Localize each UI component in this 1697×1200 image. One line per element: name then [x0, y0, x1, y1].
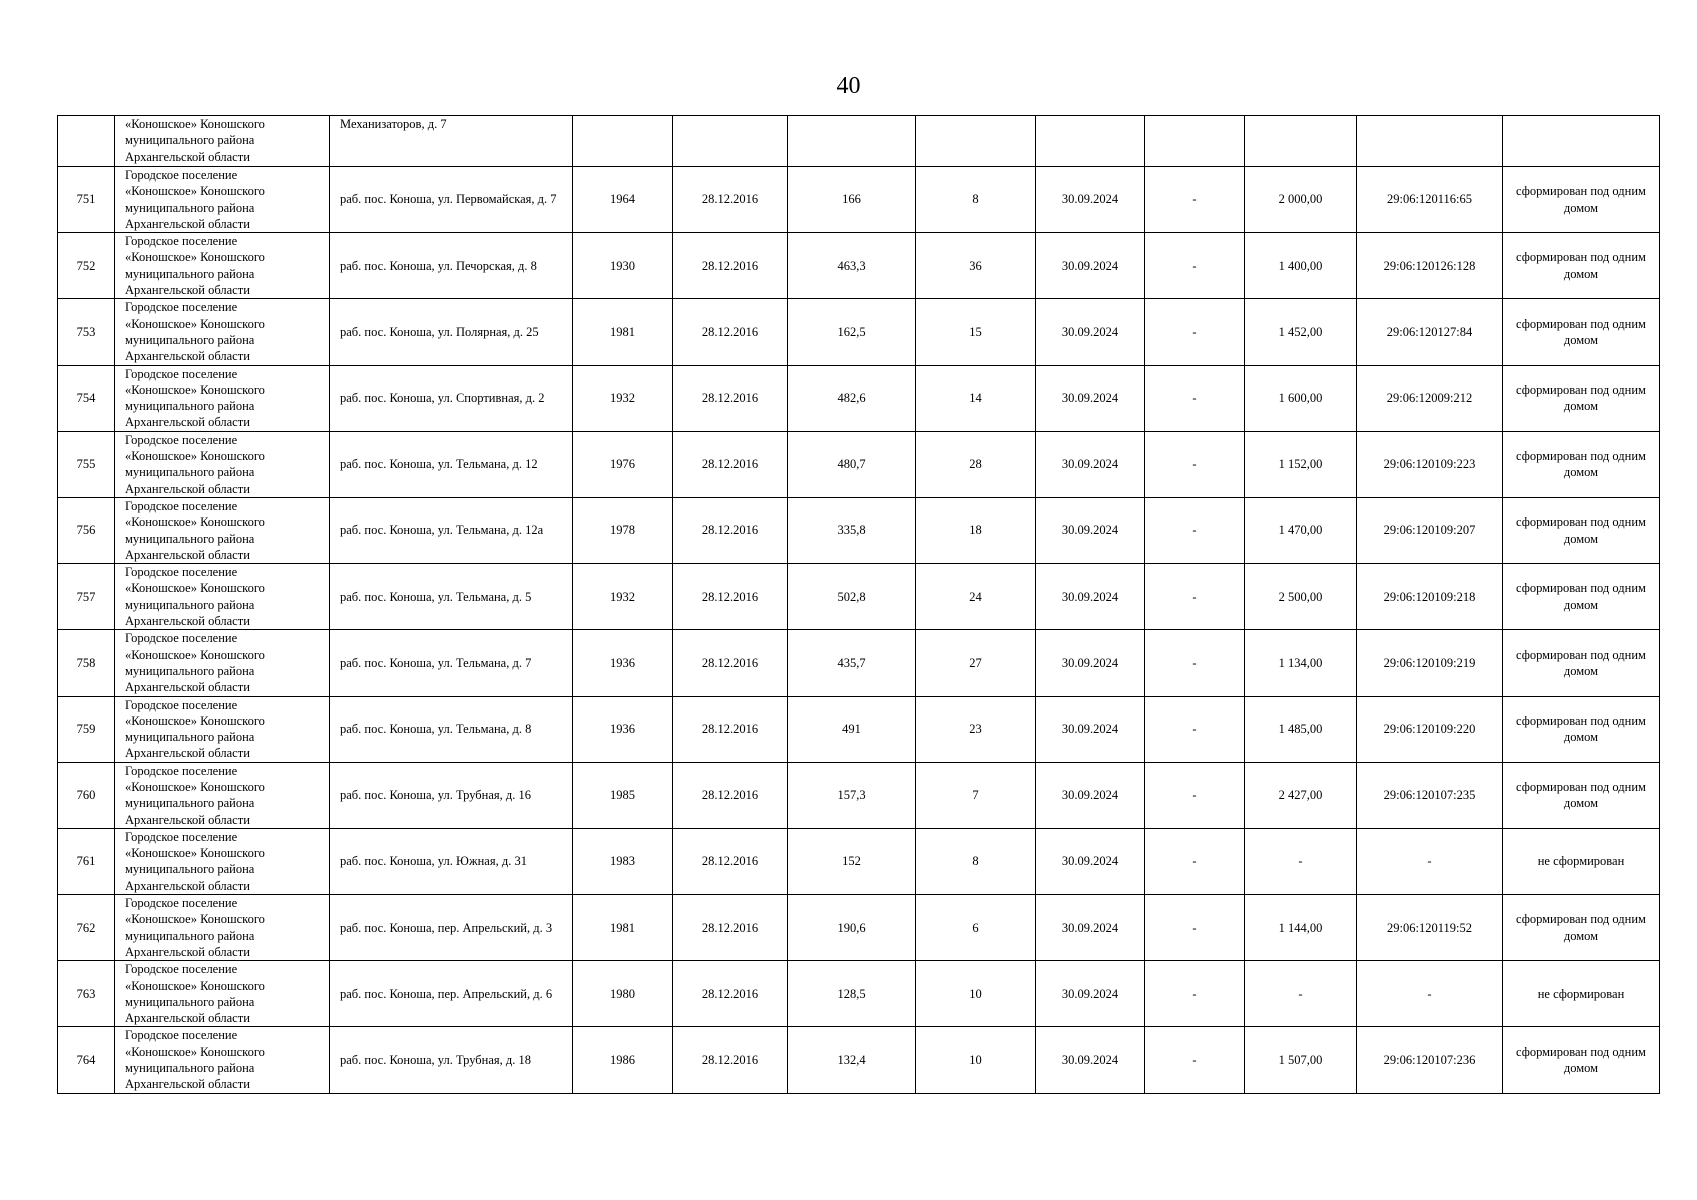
- table-row: [58, 762, 1660, 828]
- cell-area: 128,5: [788, 961, 916, 1027]
- cell-dash: -: [1145, 1027, 1245, 1093]
- cell-cadastral-number: 29:06:120127:84: [1357, 299, 1503, 365]
- cell-address: раб. пос. Коноша, ул. Южная, д. 31: [330, 828, 573, 894]
- table-row: [58, 696, 1660, 762]
- cell-area: 157,3: [788, 762, 916, 828]
- cell-date: 28.12.2016: [673, 1027, 788, 1093]
- cell-land-area: -: [1245, 828, 1357, 894]
- cell-number: 762: [58, 895, 115, 961]
- cell-year: 1986: [573, 1027, 673, 1093]
- table-row: [58, 233, 1660, 299]
- cell-municipality: Городское поселение «Коношское» Коношского муниципального района Архангельской области: [115, 828, 330, 894]
- cell-address: раб. пос. Коноша, пер. Апрельский, д. 3: [330, 895, 573, 961]
- cell-number: 763: [58, 961, 115, 1027]
- cell-residents: 10: [916, 961, 1036, 1027]
- cell-date: [673, 116, 788, 167]
- cell-residents: 10: [916, 1027, 1036, 1093]
- cell-number: 752: [58, 233, 115, 299]
- table-row: [58, 630, 1660, 696]
- cell-deadline: 30.09.2024: [1036, 696, 1145, 762]
- cell-municipality: Городское поселение «Коношское» Коношского муниципального района Архангельской области: [115, 961, 330, 1027]
- cell-number: 755: [58, 431, 115, 497]
- cell-land-status: сформирован под одним домом: [1503, 167, 1660, 233]
- cell-land-area: 1 507,00: [1245, 1027, 1357, 1093]
- cell-cadastral-number: 29:06:120109:223: [1357, 431, 1503, 497]
- cell-municipality: Городское поселение «Коношское» Коношского муниципального района Архангельской области: [115, 696, 330, 762]
- cell-date: 28.12.2016: [673, 167, 788, 233]
- cell-land-status: сформирован под одним домом: [1503, 233, 1660, 299]
- cell-land-status: сформирован под одним домом: [1503, 299, 1660, 365]
- cell-address: раб. пос. Коноша, ул. Полярная, д. 25: [330, 299, 573, 365]
- cell-residents: 18: [916, 497, 1036, 563]
- cell-land-area: 1 485,00: [1245, 696, 1357, 762]
- cell-address: раб. пос. Коноша, ул. Трубная, д. 16: [330, 762, 573, 828]
- cell-number: [58, 116, 115, 167]
- cell-date: 28.12.2016: [673, 497, 788, 563]
- cell-cadastral-number: 29:06:120109:219: [1357, 630, 1503, 696]
- cell-number: 751: [58, 167, 115, 233]
- cell-date: 28.12.2016: [673, 961, 788, 1027]
- cell-year: 1978: [573, 497, 673, 563]
- cell-land-area: 2 427,00: [1245, 762, 1357, 828]
- cell-area: 491: [788, 696, 916, 762]
- cell-year: 1932: [573, 365, 673, 431]
- cell-municipality: Городское поселение «Коношское» Коношского муниципального района Архангельской области: [115, 895, 330, 961]
- cell-land-area: 1 470,00: [1245, 497, 1357, 563]
- cell-deadline: 30.09.2024: [1036, 564, 1145, 630]
- cell-dash: -: [1145, 762, 1245, 828]
- cell-residents: [916, 116, 1036, 167]
- table-row: [58, 564, 1660, 630]
- cell-cadastral-number: 29:06:12009:212: [1357, 365, 1503, 431]
- table-row: [58, 431, 1660, 497]
- cell-deadline: 30.09.2024: [1036, 828, 1145, 894]
- cell-cadastral-number: 29:06:120107:235: [1357, 762, 1503, 828]
- cell-year: 1980: [573, 961, 673, 1027]
- table-row: [58, 961, 1660, 1027]
- cell-land-status: сформирован под одним домом: [1503, 431, 1660, 497]
- cell-number: 757: [58, 564, 115, 630]
- cell-date: 28.12.2016: [673, 564, 788, 630]
- cell-land-area: 2 500,00: [1245, 564, 1357, 630]
- cell-residents: 6: [916, 895, 1036, 961]
- cell-area: 162,5: [788, 299, 916, 365]
- cell-land-status: сформирован под одним домом: [1503, 895, 1660, 961]
- cell-dash: -: [1145, 961, 1245, 1027]
- cell-dash: -: [1145, 630, 1245, 696]
- cell-address: раб. пос. Коноша, ул. Спортивная, д. 2: [330, 365, 573, 431]
- cell-date: 28.12.2016: [673, 696, 788, 762]
- table-row: [58, 828, 1660, 894]
- cell-cadastral-number: 29:06:120116:65: [1357, 167, 1503, 233]
- cell-municipality: Городское поселение «Коношское» Коношского муниципального района Архангельской области: [115, 233, 330, 299]
- cell-land-area: 1 600,00: [1245, 365, 1357, 431]
- cell-cadastral-number: [1357, 116, 1503, 167]
- cell-deadline: 30.09.2024: [1036, 895, 1145, 961]
- cell-deadline: 30.09.2024: [1036, 365, 1145, 431]
- cell-number: 758: [58, 630, 115, 696]
- cell-residents: 15: [916, 299, 1036, 365]
- cell-municipality: Городское поселение «Коношское» Коношского муниципального района Архангельской области: [115, 497, 330, 563]
- cell-residents: 24: [916, 564, 1036, 630]
- cell-year: 1985: [573, 762, 673, 828]
- cell-area: 463,3: [788, 233, 916, 299]
- cell-deadline: 30.09.2024: [1036, 233, 1145, 299]
- cell-municipality: Городское поселение «Коношское» Коношского муниципального района Архангельской области: [115, 167, 330, 233]
- cell-year: 1976: [573, 431, 673, 497]
- cell-deadline: 30.09.2024: [1036, 431, 1145, 497]
- cell-deadline: 30.09.2024: [1036, 762, 1145, 828]
- cell-area: 166: [788, 167, 916, 233]
- cell-cadastral-number: 29:06:120109:218: [1357, 564, 1503, 630]
- cell-number: 756: [58, 497, 115, 563]
- cell-year: 1930: [573, 233, 673, 299]
- table-row: [58, 497, 1660, 563]
- cell-date: 28.12.2016: [673, 365, 788, 431]
- cell-number: 761: [58, 828, 115, 894]
- cell-deadline: 30.09.2024: [1036, 961, 1145, 1027]
- cell-land-area: 1 452,00: [1245, 299, 1357, 365]
- cell-cadastral-number: 29:06:120109:220: [1357, 696, 1503, 762]
- cell-land-status: сформирован под одним домом: [1503, 630, 1660, 696]
- cell-address: Механизаторов, д. 7: [330, 116, 573, 167]
- cell-dash: -: [1145, 696, 1245, 762]
- cell-deadline: 30.09.2024: [1036, 630, 1145, 696]
- cell-residents: 23: [916, 696, 1036, 762]
- cell-year: 1964: [573, 167, 673, 233]
- cell-year: 1981: [573, 895, 673, 961]
- cell-residents: 14: [916, 365, 1036, 431]
- cell-cadastral-number: 29:06:120119:52: [1357, 895, 1503, 961]
- cell-area: 335,8: [788, 497, 916, 563]
- cell-year: 1936: [573, 630, 673, 696]
- cell-municipality: Городское поселение «Коношское» Коношского муниципального района Архангельской области: [115, 762, 330, 828]
- cell-land-status: сформирован под одним домом: [1503, 365, 1660, 431]
- cell-area: [788, 116, 916, 167]
- cell-land-area: -: [1245, 961, 1357, 1027]
- page-number: 40: [836, 73, 861, 99]
- cell-number: 753: [58, 299, 115, 365]
- cell-municipality: Городское поселение «Коношское» Коношского муниципального района Архангельской области: [115, 630, 330, 696]
- cell-number: 760: [58, 762, 115, 828]
- cell-date: 28.12.2016: [673, 828, 788, 894]
- cell-deadline: 30.09.2024: [1036, 167, 1145, 233]
- cell-date: 28.12.2016: [673, 233, 788, 299]
- cell-land-area: 1 134,00: [1245, 630, 1357, 696]
- table-row: [58, 299, 1660, 365]
- cell-municipality: Городское поселение «Коношское» Коношского муниципального района Архангельской области: [115, 365, 330, 431]
- cell-municipality: Городское поселение «Коношское» Коношского муниципального района Архангельской области: [115, 299, 330, 365]
- cell-residents: 8: [916, 828, 1036, 894]
- cell-address: раб. пос. Коноша, ул. Тельмана, д. 12а: [330, 497, 573, 563]
- cell-number: 759: [58, 696, 115, 762]
- table-body: [58, 116, 1660, 1094]
- cell-deadline: [1036, 116, 1145, 167]
- cell-deadline: 30.09.2024: [1036, 497, 1145, 563]
- cell-dash: -: [1145, 497, 1245, 563]
- cell-area: 152: [788, 828, 916, 894]
- cell-cadastral-number: 29:06:120107:236: [1357, 1027, 1503, 1093]
- cell-land-status: [1503, 116, 1660, 167]
- cell-date: 28.12.2016: [673, 895, 788, 961]
- cell-residents: 28: [916, 431, 1036, 497]
- cell-date: 28.12.2016: [673, 630, 788, 696]
- cell-dash: -: [1145, 299, 1245, 365]
- cell-number: 754: [58, 365, 115, 431]
- cell-area: 502,8: [788, 564, 916, 630]
- cell-land-area: [1245, 116, 1357, 167]
- cell-deadline: 30.09.2024: [1036, 299, 1145, 365]
- cell-dash: -: [1145, 365, 1245, 431]
- cell-year: [573, 116, 673, 167]
- table-row: [58, 365, 1660, 431]
- cell-area: 132,4: [788, 1027, 916, 1093]
- cell-date: 28.12.2016: [673, 431, 788, 497]
- cell-address: раб. пос. Коноша, ул. Тельмана, д. 5: [330, 564, 573, 630]
- cell-municipality: Городское поселение «Коношское» Коношского муниципального района Архангельской области: [115, 1027, 330, 1093]
- cell-land-status: сформирован под одним домом: [1503, 696, 1660, 762]
- cell-land-status: сформирован под одним домом: [1503, 1027, 1660, 1093]
- table-row: [58, 1027, 1660, 1093]
- cell-dash: -: [1145, 167, 1245, 233]
- cell-land-status: не сформирован: [1503, 961, 1660, 1027]
- cell-year: 1932: [573, 564, 673, 630]
- continuation-row: [58, 116, 1660, 167]
- cell-dash: [1145, 116, 1245, 167]
- cell-municipality: Городское поселение «Коношское» Коношского муниципального района Архангельской области: [115, 564, 330, 630]
- cell-year: 1981: [573, 299, 673, 365]
- cell-area: 190,6: [788, 895, 916, 961]
- cell-land-status: сформирован под одним домом: [1503, 762, 1660, 828]
- cell-residents: 27: [916, 630, 1036, 696]
- cell-area: 482,6: [788, 365, 916, 431]
- cell-cadastral-number: 29:06:120109:207: [1357, 497, 1503, 563]
- cell-year: 1983: [573, 828, 673, 894]
- cell-dash: -: [1145, 828, 1245, 894]
- cell-residents: 36: [916, 233, 1036, 299]
- cell-dash: -: [1145, 431, 1245, 497]
- cell-address: раб. пос. Коноша, ул. Трубная, д. 18: [330, 1027, 573, 1093]
- cell-address: раб. пос. Коноша, ул. Первомайская, д. 7: [330, 167, 573, 233]
- cell-municipality: Городское поселение «Коношское» Коношского муниципального района Архангельской области: [115, 431, 330, 497]
- cell-address: раб. пос. Коноша, ул. Печорская, д. 8: [330, 233, 573, 299]
- cell-area: 480,7: [788, 431, 916, 497]
- cell-date: 28.12.2016: [673, 762, 788, 828]
- cell-land-area: 1 400,00: [1245, 233, 1357, 299]
- cell-municipality: «Коношское» Коношского муниципального района Архангельской области: [115, 116, 330, 167]
- cell-residents: 8: [916, 167, 1036, 233]
- cell-year: 1936: [573, 696, 673, 762]
- cell-address: раб. пос. Коноша, пер. Апрельский, д. 6: [330, 961, 573, 1027]
- housing-registry-table: [57, 115, 1660, 1094]
- cell-dash: -: [1145, 233, 1245, 299]
- cell-land-status: не сформирован: [1503, 828, 1660, 894]
- cell-address: раб. пос. Коноша, ул. Тельмана, д. 7: [330, 630, 573, 696]
- cell-land-status: сформирован под одним домом: [1503, 564, 1660, 630]
- cell-dash: -: [1145, 564, 1245, 630]
- cell-land-area: 1 152,00: [1245, 431, 1357, 497]
- cell-number: 764: [58, 1027, 115, 1093]
- cell-cadastral-number: -: [1357, 961, 1503, 1027]
- cell-deadline: 30.09.2024: [1036, 1027, 1145, 1093]
- cell-area: 435,7: [788, 630, 916, 696]
- cell-land-status: сформирован под одним домом: [1503, 497, 1660, 563]
- cell-address: раб. пос. Коноша, ул. Тельмана, д. 8: [330, 696, 573, 762]
- cell-date: 28.12.2016: [673, 299, 788, 365]
- cell-cadastral-number: -: [1357, 828, 1503, 894]
- cell-address: раб. пос. Коноша, ул. Тельмана, д. 12: [330, 431, 573, 497]
- cell-land-area: 2 000,00: [1245, 167, 1357, 233]
- cell-land-area: 1 144,00: [1245, 895, 1357, 961]
- cell-residents: 7: [916, 762, 1036, 828]
- table-row: [58, 895, 1660, 961]
- cell-dash: -: [1145, 895, 1245, 961]
- cell-cadastral-number: 29:06:120126:128: [1357, 233, 1503, 299]
- table-row: [58, 167, 1660, 233]
